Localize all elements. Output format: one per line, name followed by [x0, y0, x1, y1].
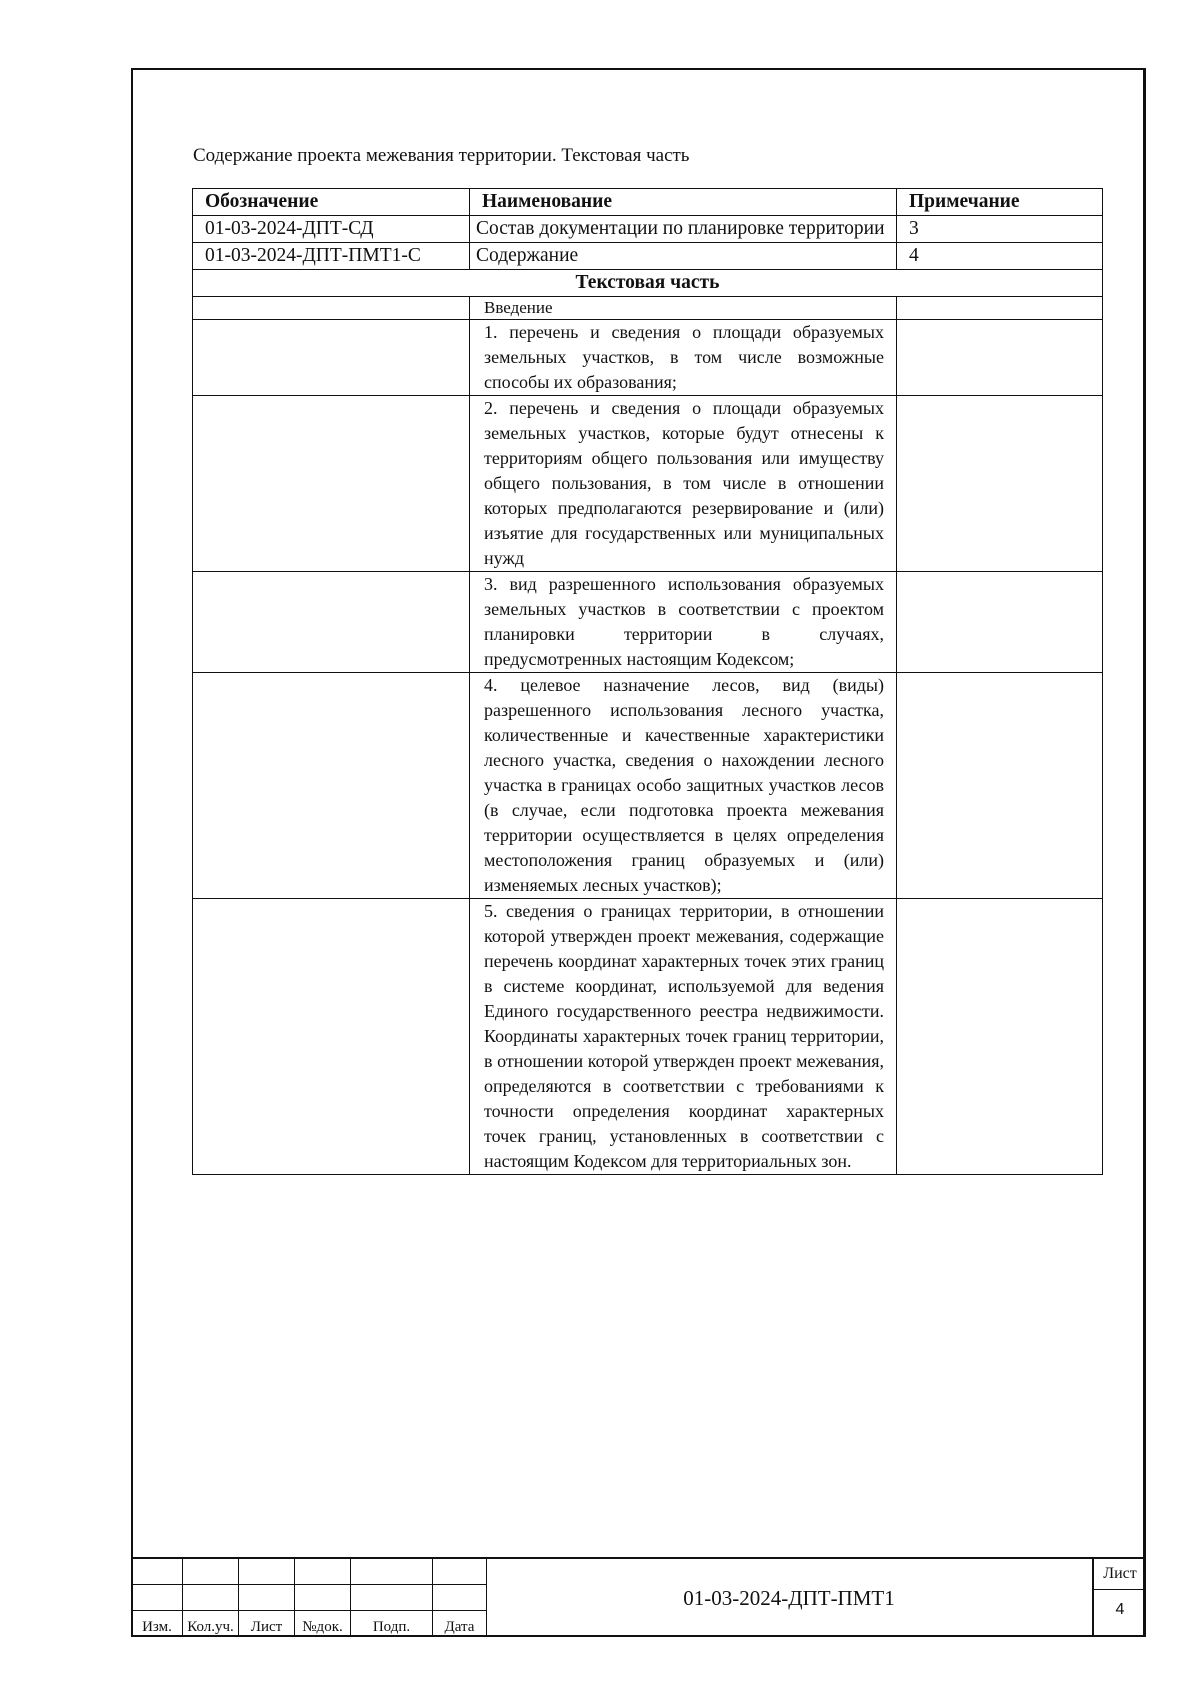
empty-cell [193, 572, 470, 673]
empty-cell [897, 396, 1103, 572]
document-code [486, 1557, 1092, 1637]
stamp-label-ndok: №док. [295, 1611, 351, 1637]
intro-cell: Введение [470, 297, 897, 320]
row-note: 4 [897, 243, 1103, 270]
contents-table [192, 188, 1103, 1175]
column-header-note: Примечание [897, 189, 1103, 216]
document-heading: Содержание проекта межевания территории. Текстовая часть [193, 145, 690, 166]
table-row [193, 243, 1103, 270]
row-note: 3 [897, 216, 1103, 243]
stamp-label-row [132, 1611, 487, 1637]
empty-cell [897, 899, 1103, 1175]
document-code-text: 01-03-2024-ДПТ-ПМТ1 [683, 1585, 895, 1610]
stamp-label-data: Дата [433, 1611, 487, 1637]
empty-cell [193, 320, 470, 396]
item-1: 1. перечень и сведения о площади образуемых земельных участков, в том числе возможные способы их образования; [470, 320, 897, 396]
empty-cell [897, 297, 1103, 320]
stamp-label-podp: Подп. [351, 1611, 433, 1637]
section-row [193, 270, 1103, 297]
table-header-row [193, 189, 1103, 216]
row-code: 01-03-2024-ДПТ-ПМТ1-С [193, 243, 470, 270]
row-code: 01-03-2024-ДПТ-СД [193, 216, 470, 243]
sheet-number: 4 [1115, 1601, 1125, 1618]
row-name: Состав документации по планировке территории [470, 216, 897, 243]
table-row [193, 673, 1103, 899]
sheet-box [1092, 1557, 1146, 1637]
empty-cell [897, 572, 1103, 673]
table-row [193, 216, 1103, 243]
sheet-label: Лист [1094, 1559, 1146, 1590]
table-row [193, 297, 1103, 320]
empty-cell [193, 673, 470, 899]
item-5: 5. сведения о границах территории, в отношении которой утвержден проект межевания, содержащие перечень координат характерных точек этих границ в системе координат, используемой для ведения Единого государственного реестра недвижимости. Координаты характерных точек границ территории, в отношении которой утвержден проект межевания, определяются в соответствии с требованиями к точности определения координат характерных точек границ, установленных в соответствии с настоящим Кодексом для территориальных зон. [470, 899, 897, 1175]
empty-cell [897, 320, 1103, 396]
table-row [193, 572, 1103, 673]
row-name: Содержание [470, 243, 897, 270]
item-3: 3. вид разрешенного использования образуемых земельных участков в соответствии с проектом планировки территории в случаях, предусмотренных настоящим Кодексом; [470, 572, 897, 673]
empty-cell [193, 297, 470, 320]
column-header-code: Обозначение [193, 189, 470, 216]
empty-cell [897, 673, 1103, 899]
column-header-name: Наименование [470, 189, 897, 216]
empty-cell [193, 899, 470, 1175]
stamp-label-kol-uch: Кол.уч. [183, 1611, 239, 1637]
table-row [193, 320, 1103, 396]
stamp-label-izm: Изм. [132, 1611, 183, 1637]
table-row [193, 396, 1103, 572]
item-4: 4. целевое назначение лесов, вид (виды) разрешенного использования лесного участка, количественные и качественные характеристики лесного участка, сведения о нахождении лесного участка в границах особо защитных участков лесов (в случае, если подготовка проекта межевания территории осуществляется в целях определения местоположения границ образуемых и (или) изменяемых лесных участков); [470, 673, 897, 899]
section-title: Текстовая часть [193, 270, 1103, 297]
empty-cell [193, 396, 470, 572]
title-block-grid [131, 1557, 487, 1637]
table-row [193, 899, 1103, 1175]
stamp-label-list: Лист [239, 1611, 295, 1637]
stamp-row [132, 1585, 487, 1611]
stamp-row [132, 1558, 487, 1585]
item-2: 2. перечень и сведения о площади образуемых земельных участков, которые будут отнесены к территориям общего пользования или имуществу общего пользования, в том числе в отношении которых предполагаются резервирование и (или) изъятие для государственных или муниципальных нужд [470, 396, 897, 572]
